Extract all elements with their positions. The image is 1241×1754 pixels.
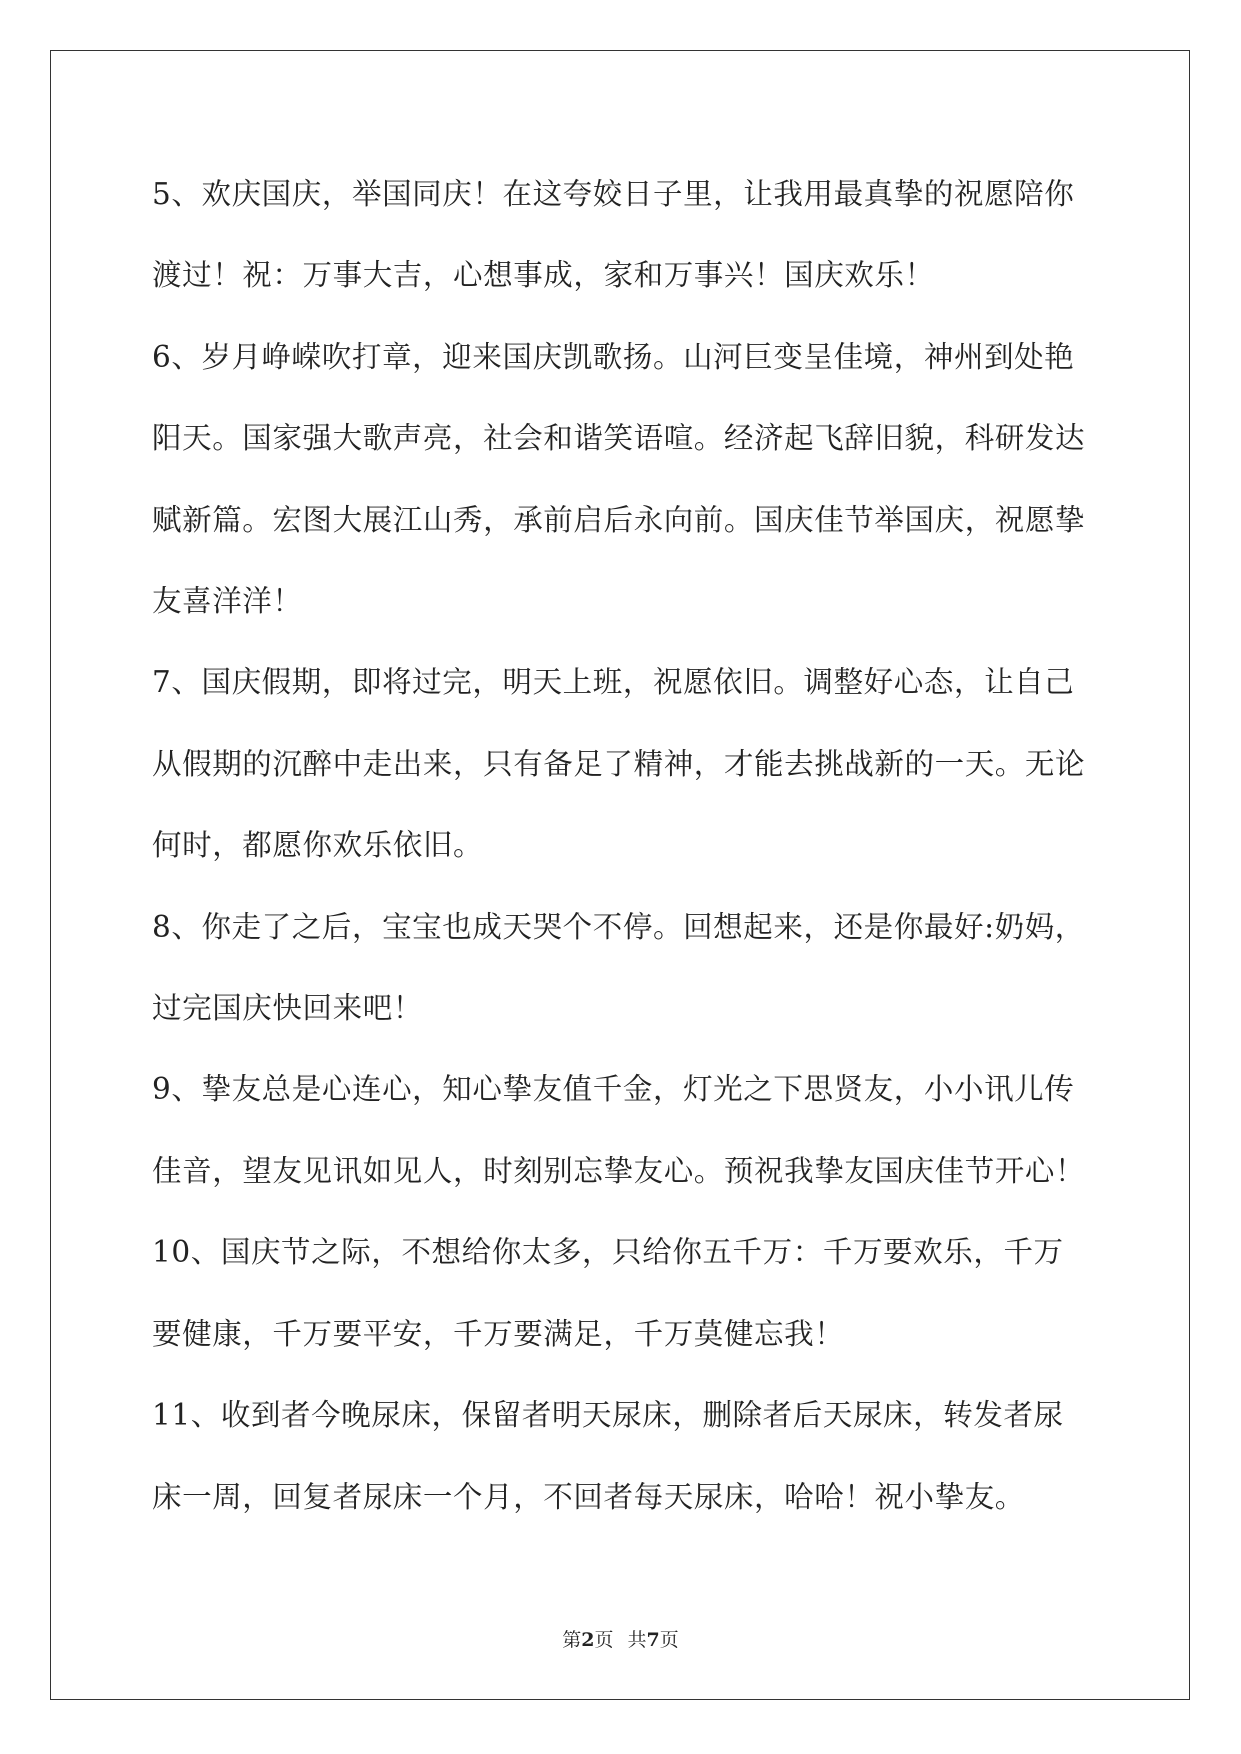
paragraph-7: 7、国庆假期，即将过完，明天上班，祝愿依旧。调整好心态，让自己从假期的沉醉中走出来，只有备足了精神，才能去挑战新的一天。无论何时，都愿你欢乐依旧。 (152, 665, 1086, 863)
current-page: 2 (581, 1629, 595, 1651)
total-prefix: 共 (627, 1629, 647, 1651)
paragraph-5: 5、欢庆国庆，举国同庆！在这夸姣日子里，让我用最真挚的祝愿陪你渡过！祝：万事大吉，心想事成，家和万事兴！国庆欢乐！ (152, 177, 1075, 293)
paragraph-11: 11、收到者今晚尿床，保留者明天尿床，删除者后天尿床，转发者尿床一周，回复者尿床一个月，不回者每天尿床，哈哈！祝小挚友。 (152, 1398, 1064, 1514)
total-unit: 页 (659, 1629, 679, 1651)
page-footer (0, 1628, 1241, 1652)
paragraph-8: 8、你走了之后，宝宝也成天哭个不停。回想起来，还是你最好:奶妈，过完国庆快回来吧！ (152, 909, 1085, 1026)
total-pages: 7 (646, 1629, 660, 1651)
paragraph-6: 6、岁月峥嵘吹打章，迎来国庆凯歌扬。山河巨变呈佳境，神州到处艳阳天。国家强大歌声亮，社会和谐笑语喧。经济起飞辞旧貌，科研发达赋新篇。宏图大展江山秀，承前启后永向前。国庆佳节举国庆，祝愿挚友喜洋洋！ (152, 339, 1086, 619)
document-body (152, 154, 1092, 1538)
page-number (562, 1629, 613, 1651)
paragraph-10: 10、国庆节之际，不想给你太多，只给你五千万：千万要欢乐，千万要健康，千万要平安，千万要满足，千万莫健忘我！ (152, 1235, 1064, 1351)
page-total (628, 1629, 679, 1651)
page-prefix: 第 (562, 1629, 582, 1651)
paragraph-9: 9、挚友总是心连心，知心挚友值千金，灯光之下思贤友，小小讯儿传佳音，望友见讯如见人，时刻别忘挚友心。预祝我挚友国庆佳节开心！ (152, 1072, 1086, 1188)
page-unit: 页 (594, 1629, 614, 1651)
